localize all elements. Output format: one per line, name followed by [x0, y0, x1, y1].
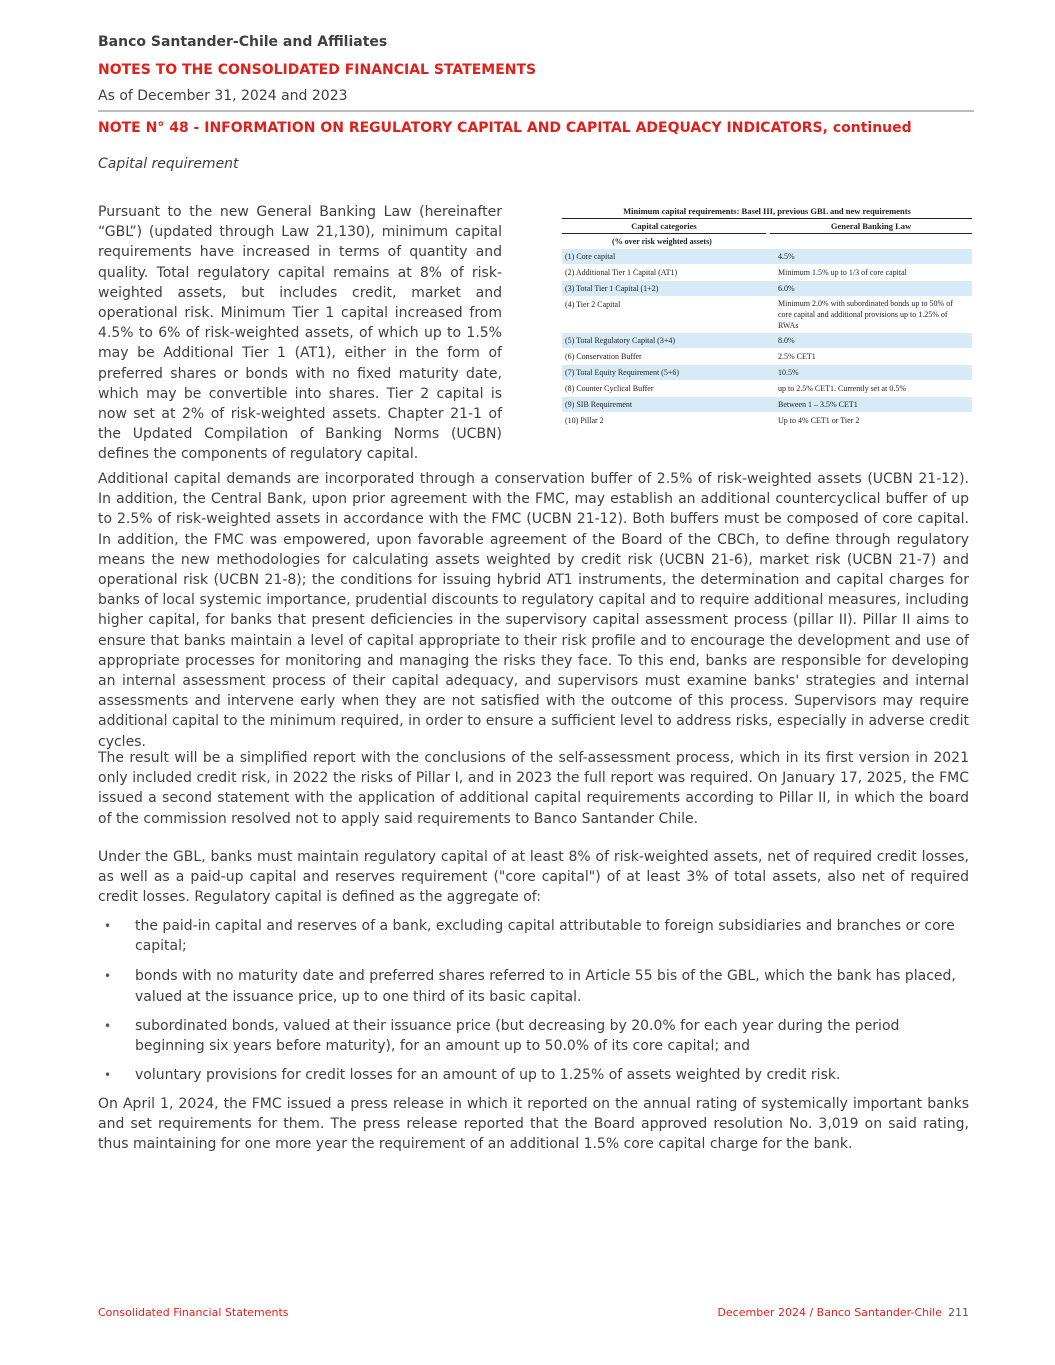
table-row [562, 381, 972, 397]
column-header-gbl: General Banking Law [770, 219, 972, 234]
table-row [562, 365, 972, 381]
table-body [562, 249, 972, 429]
table-header [562, 219, 972, 234]
header-divider [98, 110, 974, 112]
company-name: Banco Santander-Chile and Affiliates [98, 34, 388, 50]
paragraph-additional-capital: Additional capital demands are incorporated through a conservation buffer of 2.5% of risk-weighted assets (UCBN 21-12). In addition, the Central Bank, upon prior agreement with the FMC, may establish an additional countercyclical buffer of up to 2.5% of risk-weighted assets in accordance with the FMC (UCBN 21-12). Both buffers must be composed of core capital. In addition, the FMC was empowered, upon favorable agreement of the Board of the CBCh, to define through regulatory means the new methodologies for calculating assets weighted by credit risk (UCBN 21-6), market risk (UCBN 21-7) and operational risk (UCBN 21-8); the conditions for issuing hybrid AT1 instruments, the determination and capital charges for banks of local systemic importance, prudential discounts to regulatory capital and to require additional measures, including higher capital, for banks that present deficiencies in the supervisory capital assessment process (pillar II). Pillar II aims to ensure that banks maintain a level of capital appropriate to their risk profile and to encourage the development and use of appropriate processes for monitoring and managing the risks they face. To this end, banks are responsible for developing an internal assessment process of their capital adequacy, and supervisors must examine banks' strategies and internal assessments and intervene early when they are not satisfied with the outcome of this process. Supervisors may require additional capital to the minimum required, in order to ensure a sufficient level to address risks, especially in adverse credit cycles. [98, 471, 969, 750]
gbl-value-cell: Up to 4% CET1 or Tier 2 [778, 416, 860, 425]
capital-category-cell: (8) Counter Cyclical Buffer [565, 384, 654, 393]
capital-category-cell: (6) Conservation Buffer [565, 352, 642, 361]
list-item: • subordinated bonds, valued at their issuance price (but decreasing by 20.0% for each year during the period beginning six years before maturity), for an amount up to 50.0% of its core capital; and [104, 1017, 900, 1055]
table-row [562, 297, 972, 333]
gbl-value-cell: up to 2.5% CET1. Currently set at 0.5% [778, 384, 906, 393]
notes-title: NOTES TO THE CONSOLIDATED FINANCIAL STATEMENTS [98, 62, 537, 78]
bullet-icon: • [104, 919, 112, 933]
gbl-value-cell: 4.5% [778, 252, 795, 261]
gbl-value-cell: 6.0% [778, 284, 795, 293]
table-row [562, 413, 972, 429]
gbl-value-cell: Minimum 2.0% with subordinated bonds up to 50% of core capital and additional provisions up to 1.25% of RWAs [778, 299, 953, 330]
table-title: Minimum capital requirements: Basel III, previous GBL and new requirements [562, 206, 972, 219]
paragraph-fmc-press-release: On April 1, 2024, the FMC issued a press release in which it reported on the annual rating of systemically important banks and set requirements for them. The press release reported that the Board approved resolution No. 3,019 on said rating, thus maintaining for one more year the requirement of an additional 1.5% core capital charge for the bank. [98, 1096, 969, 1153]
footer-report-label: December 2024 / Banco Santander-Chile [717, 1306, 942, 1319]
gbl-value-cell: 2.5% CET1 [778, 352, 816, 361]
table-row [562, 281, 972, 297]
capital-category-cell: (7) Total Equity Requirement (5+6) [565, 368, 679, 377]
paragraph-result: The result will be a simplified report with the conclusions of the self-assessment process, which in its first version in 2021 only included credit risk, in 2022 the risks of Pillar I, and in 2023 the full report was required. On January 17, 2025, the FMC issued a second statement with the application of additional capital requirements according to Pillar II, in which the board of the commission resolved not to apply said requirements to Banco Santander Chile. [98, 750, 969, 827]
capital-category-cell: (4) Tier 2 Capital [565, 300, 621, 309]
gbl-value-cell: Minimum 1.5% up to 1/3 of core capital [778, 268, 907, 277]
list-item: • the paid-in capital and reserves of a bank, excluding capital attributable to foreign subsidiaries and branches or core capital; [104, 918, 955, 955]
capital-category-cell: (3) Total Tier 1 Capital (1+2) [565, 284, 659, 293]
table-row [562, 333, 972, 349]
table-row [562, 397, 972, 413]
table-row [562, 265, 972, 281]
gbl-value-cell: Between 1 – 3.5% CET1 [778, 400, 858, 409]
gbl-value-cell: 8.0% [778, 336, 795, 345]
capital-category-cell: (1) Core capital [565, 252, 616, 261]
list-item: • voluntary provisions for credit losses for an amount of up to 1.25% of assets weighted by credit risk. [98, 1065, 969, 1085]
table-row [562, 249, 972, 265]
capital-category-cell: (9) SIB Requirement [565, 400, 633, 409]
bullet-icon: • [104, 969, 112, 984]
capital-category-cell: (5) Total Regulatory Capital (3+4) [565, 336, 675, 345]
capital-requirements-table [562, 206, 972, 429]
column-header-categories: Capital categories [562, 219, 766, 234]
paragraph-gbl: Under the GBL, banks must maintain regulatory capital of at least 8% of risk-weighted assets, net of required credit losses, as well as a paid-up capital and reserves requirement ("core capital") of at least 3% of total assets, also net of required credit losses. Regulatory capital is defined as the aggregate of: [98, 849, 969, 906]
page-number: 211 [948, 1306, 969, 1319]
regulatory-capital-list [98, 916, 969, 1085]
footer-right [717, 1306, 969, 1319]
table-subheader: (% over risk weighted assets) [612, 237, 712, 246]
note-title: NOTE N° 48 - INFORMATION ON REGULATORY CAPITAL AND CAPITAL ADEQUACY INDICATORS, continued [98, 120, 912, 136]
footer-left: Consolidated Financial Statements [98, 1306, 289, 1319]
capital-category-cell: (10) Pillar 2 [565, 416, 604, 425]
bullet-icon: • [104, 1018, 112, 1033]
section-title: Capital requirement [98, 156, 239, 172]
table-row [562, 349, 972, 365]
date-line: As of December 31, 2024 and 2023 [98, 88, 348, 104]
gbl-value-cell: 10.5% [778, 368, 799, 377]
paragraph-intro: Pursuant to the new General Banking Law (hereinafter “GBL”) (updated through Law 21,130), minimum capital requirements have increased in terms of quantity and quality. Total regulatory capital remains at 8% of risk-weighted assets, but includes credit, market and operational risk. Minimum Tier 1 capital increased from 4.5% to 6% of risk-weighted assets, of which up to 1.5% may be Additional Tier 1 (AT1), either in the form of preferred shares or bonds with no fixed maturity date, which may be convertible into shares. Tier 2 capital is now set at 2% of risk-weighted assets. Chapter 21-1 of the Updated Compilation of Banking Norms (UCBN) defines the components of regulatory capital. [98, 204, 502, 463]
capital-category-cell: (2) Additional Tier 1 Capital (AT1) [565, 268, 678, 277]
bullet-icon: • [104, 1068, 112, 1083]
list-item: • bonds with no maturity date and preferred shares referred to in Article 55 bis of the GBL, which the bank has placed, valued at the issuance price, up to one third of its basic capital. [104, 968, 956, 1005]
